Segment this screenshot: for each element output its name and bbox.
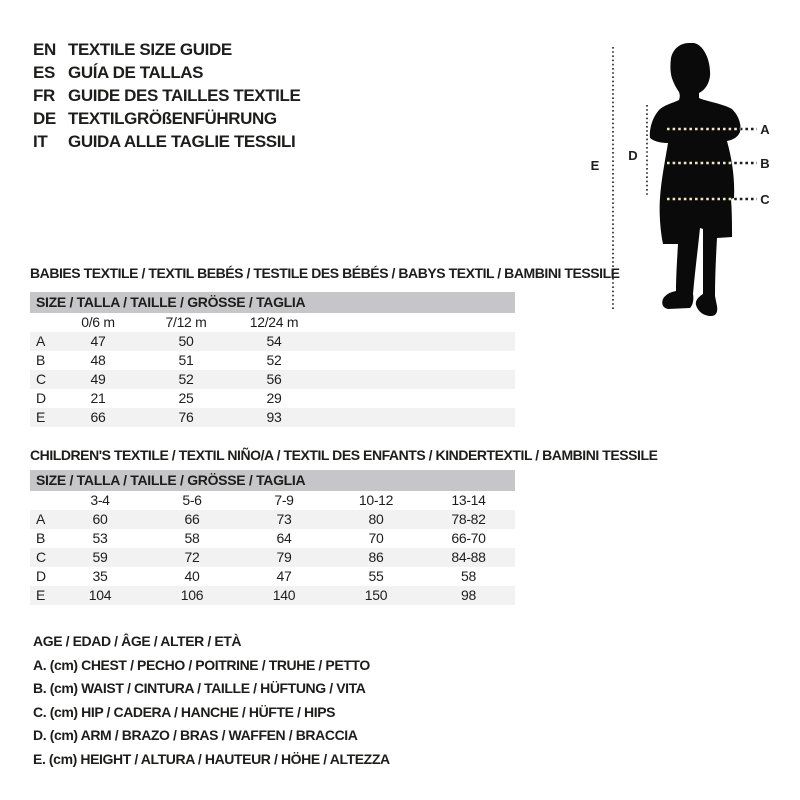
table-cell: 25	[178, 390, 194, 406]
table-cell: 40	[184, 568, 200, 584]
language-title: TEXTILE SIZE GUIDE	[68, 40, 232, 59]
table-row	[30, 351, 515, 370]
table-cell: 35	[92, 568, 108, 584]
children-size-table	[30, 470, 515, 605]
babies-size-header-bar: SIZE / TALLA / TAILLE / GRÖSSE / TAGLIA	[30, 292, 515, 313]
legend-item-height: E. (cm) HEIGHT / ALTURA / HAUTEUR / HÖHE / ALTEZZA	[33, 750, 390, 767]
table-cell: 73	[276, 511, 292, 527]
legend-age: AGE / EDAD / ÂGE / ALTER / ETÀ	[33, 633, 242, 649]
legend-item-waist: B. (cm) WAIST / CINTURA / TAILLE / HÜFTUNG / VITA	[33, 680, 366, 696]
table-cell: 72	[184, 549, 200, 565]
table-cell: 86	[368, 549, 384, 565]
row-label: D	[36, 568, 46, 584]
language-row-it	[33, 130, 300, 153]
table-cell: 84-88	[451, 549, 486, 565]
table-cell: 58	[461, 568, 476, 584]
babies-column-headers	[30, 313, 515, 332]
table-cell: 21	[90, 390, 106, 406]
table-cell: 78-82	[451, 511, 486, 527]
table-cell: 50	[178, 333, 194, 349]
column-header: 5-6	[182, 492, 202, 508]
measurement-legend	[33, 630, 390, 771]
row-label: E	[36, 409, 46, 425]
column-header: 0/6 m	[81, 314, 115, 330]
table-cell: 52	[266, 352, 282, 368]
column-header: 13-14	[451, 492, 486, 508]
row-label: B	[36, 530, 46, 546]
language-row-de	[33, 107, 300, 130]
table-cell: 29	[266, 390, 282, 406]
measurement-figure	[580, 30, 800, 330]
language-title: TEXTILGRÖßENFÜHRUNG	[68, 109, 277, 128]
label-a: A	[760, 122, 770, 137]
language-title: GUIDA ALLE TAGLIE TESSILI	[68, 132, 296, 151]
table-row	[30, 567, 515, 586]
children-column-headers	[30, 491, 515, 510]
language-code: EN	[33, 40, 56, 59]
table-cell: 140	[272, 587, 296, 603]
row-label: A	[36, 511, 46, 527]
language-title: GUIDE DES TAILLES TEXTILE	[68, 86, 301, 105]
child-silhouette-icon	[650, 43, 741, 316]
column-header: 12/24 m	[249, 314, 299, 330]
table-cell: 66	[90, 409, 106, 425]
babies-size-table	[30, 292, 515, 427]
column-header: 7/12 m	[165, 314, 207, 330]
table-cell: 59	[92, 549, 108, 565]
language-row-fr	[33, 84, 300, 107]
label-b: B	[760, 156, 770, 171]
table-row	[30, 510, 515, 529]
table-cell: 106	[180, 587, 204, 603]
row-label: C	[36, 549, 46, 565]
table-row	[30, 332, 515, 351]
table-cell: 55	[368, 568, 384, 584]
table-cell: 58	[184, 530, 200, 546]
language-row-es	[33, 61, 300, 84]
language-code: DE	[33, 109, 56, 128]
column-header: 7-9	[274, 492, 294, 508]
legend-item-hip: C. (cm) HIP / CADERA / HANCHE / HÜFTE / HIPS	[33, 703, 336, 720]
row-label: C	[36, 371, 46, 387]
table-cell: 47	[90, 333, 106, 349]
table-cell: 60	[92, 511, 108, 527]
table-cell: 56	[266, 371, 282, 387]
table-cell: 93	[266, 409, 282, 425]
language-list	[33, 38, 300, 153]
empty-corner-cell	[30, 491, 54, 510]
label-c: C	[760, 192, 770, 207]
row-label: E	[36, 587, 46, 603]
language-code: IT	[33, 132, 48, 151]
babies-section-title: BABIES TEXTILE / TEXTIL BEBÉS / TESTILE DES BÉBÉS / BABYS TEXTIL / BAMBINI TESSILE	[30, 265, 620, 281]
table-row	[30, 408, 515, 427]
table-cell: 51	[178, 352, 194, 368]
language-code: ES	[33, 63, 55, 82]
empty-corner-cell	[30, 313, 54, 332]
table-cell: 53	[92, 530, 108, 546]
table-cell: 76	[178, 409, 194, 425]
language-title: GUÍA DE TALLAS	[68, 63, 204, 82]
table-row	[30, 389, 515, 408]
language-row-en	[33, 38, 300, 61]
table-cell: 80	[368, 511, 384, 527]
table-cell: 64	[276, 530, 292, 546]
column-header: 10-12	[358, 492, 394, 508]
table-cell: 104	[88, 587, 112, 603]
children-size-header-bar: SIZE / TALLA / TAILLE / GRÖSSE / TAGLIA	[30, 470, 515, 491]
table-row	[30, 548, 515, 567]
table-cell: 66-70	[451, 530, 486, 546]
table-cell: 150	[364, 587, 388, 603]
table-cell: 54	[266, 333, 282, 349]
table-cell: 47	[276, 568, 292, 584]
legend-item-arm: D. (cm) ARM / BRAZO / BRAS / WAFFEN / BRACCIA	[33, 727, 358, 743]
row-label: B	[36, 352, 46, 368]
table-row	[30, 370, 515, 389]
table-cell: 79	[276, 549, 292, 565]
column-header: 3-4	[90, 492, 110, 508]
table-cell: 66	[184, 511, 200, 527]
row-label: A	[36, 333, 46, 349]
language-code: FR	[33, 86, 55, 105]
table-cell: 48	[90, 352, 106, 368]
label-e: E	[590, 158, 600, 173]
row-label: D	[36, 390, 46, 406]
table-cell: 98	[461, 587, 476, 603]
table-cell: 52	[178, 371, 194, 387]
table-cell: 70	[368, 530, 384, 546]
children-section-title: CHILDREN'S TEXTILE / TEXTIL NIÑO/A / TEXTIL DES ENFANTS / KINDERTEXTIL / BAMBINI TESSILE	[30, 447, 658, 463]
label-d: D	[628, 148, 638, 163]
table-cell: 49	[90, 371, 106, 387]
table-row	[30, 529, 515, 548]
legend-item-chest: A. (cm) CHEST / PECHO / POITRINE / TRUHE / PETTO	[33, 656, 370, 673]
table-row	[30, 586, 515, 605]
